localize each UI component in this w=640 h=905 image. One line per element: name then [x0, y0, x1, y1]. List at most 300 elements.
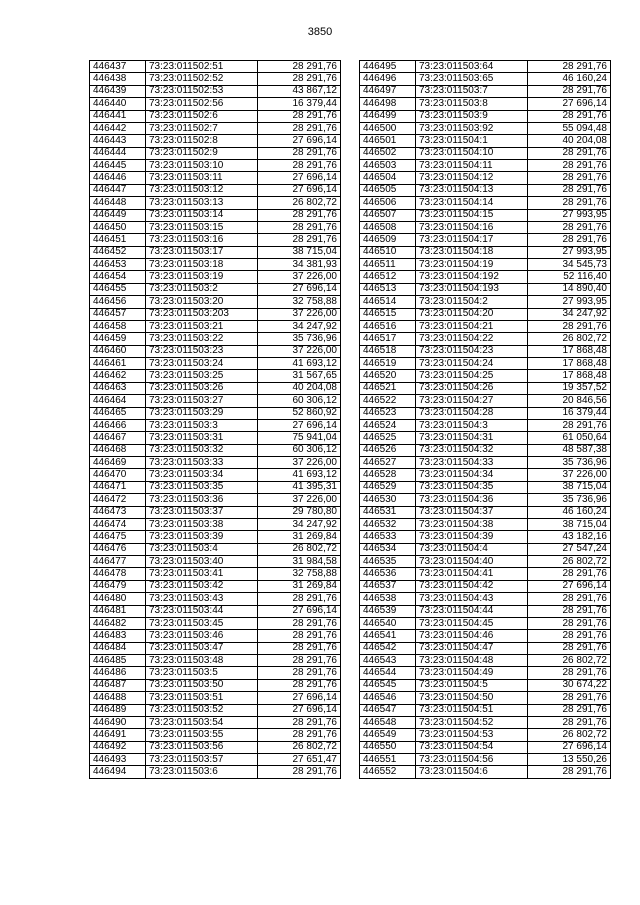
cadastral-number-cell: 73:23:011503:10 — [146, 160, 258, 172]
cadastral-number-cell: 73:23:011504:4 — [416, 543, 528, 555]
cadastral-value-cell: 19 357,52 — [528, 382, 611, 394]
table-row — [90, 184, 341, 196]
record-number-cell: 446440 — [90, 98, 146, 110]
cadastral-number-cell: 73:23:011504:41 — [416, 568, 528, 580]
record-number-cell: 446477 — [90, 556, 146, 568]
record-number-cell: 446481 — [90, 605, 146, 617]
record-number-cell: 446442 — [90, 122, 146, 134]
record-number-cell: 446543 — [360, 655, 416, 667]
cadastral-number-cell: 73:23:011504:49 — [416, 667, 528, 679]
table-row — [90, 395, 341, 407]
table-row — [360, 580, 611, 592]
table-row — [360, 358, 611, 370]
cadastral-number-cell: 73:23:011504:27 — [416, 395, 528, 407]
table-row — [90, 308, 341, 320]
table-row — [90, 766, 341, 778]
table-row — [360, 296, 611, 308]
record-number-cell: 446461 — [90, 358, 146, 370]
cadastral-value-cell: 16 379,44 — [258, 98, 341, 110]
cadastral-value-cell: 31 984,58 — [258, 556, 341, 568]
table-row — [360, 98, 611, 110]
table-row — [90, 246, 341, 258]
cadastral-value-cell: 34 247,92 — [528, 308, 611, 320]
record-number-cell: 446536 — [360, 568, 416, 580]
cadastral-number-cell: 73:23:011504:15 — [416, 209, 528, 221]
record-number-cell: 446538 — [360, 593, 416, 605]
cadastral-number-cell: 73:23:011503:8 — [416, 98, 528, 110]
record-number-cell: 446551 — [360, 754, 416, 766]
table-row — [90, 716, 341, 728]
record-number-cell: 446515 — [360, 308, 416, 320]
cadastral-number-cell: 73:23:011503:48 — [146, 655, 258, 667]
cadastral-number-cell: 73:23:011504:48 — [416, 655, 528, 667]
table-row — [90, 679, 341, 691]
cadastral-number-cell: 73:23:011503:203 — [146, 308, 258, 320]
record-number-cell: 446548 — [360, 716, 416, 728]
cadastral-number-cell: 73:23:011503:40 — [146, 556, 258, 568]
cadastral-value-cell: 34 545,73 — [528, 259, 611, 271]
table-row — [90, 370, 341, 382]
record-number-cell: 446485 — [90, 655, 146, 667]
cadastral-number-cell: 73:23:011503:34 — [146, 469, 258, 481]
record-number-cell: 446526 — [360, 444, 416, 456]
cadastral-number-cell: 73:23:011504:31 — [416, 432, 528, 444]
table-row — [360, 444, 611, 456]
record-number-cell: 446506 — [360, 197, 416, 209]
cadastral-value-cell: 28 291,76 — [528, 147, 611, 159]
table-row — [90, 122, 341, 134]
record-number-cell: 446492 — [90, 741, 146, 753]
record-number-cell: 446527 — [360, 457, 416, 469]
table-row — [90, 444, 341, 456]
cadastral-value-cell: 41 693,12 — [258, 358, 341, 370]
table-row — [360, 531, 611, 543]
cadastral-number-cell: 73:23:011504:53 — [416, 729, 528, 741]
record-number-cell: 446549 — [360, 729, 416, 741]
table-row — [360, 469, 611, 481]
record-number-cell: 446533 — [360, 531, 416, 543]
cadastral-number-cell: 73:23:011503:2 — [146, 283, 258, 295]
cadastral-value-cell: 75 941,04 — [258, 432, 341, 444]
record-number-cell: 446471 — [90, 481, 146, 493]
cadastral-number-cell: 73:23:011503:65 — [416, 73, 528, 85]
cadastral-value-cell: 28 291,76 — [258, 593, 341, 605]
cadastral-number-cell: 73:23:011504:6 — [416, 766, 528, 778]
record-number-cell: 446537 — [360, 580, 416, 592]
cadastral-value-cell: 28 291,76 — [528, 172, 611, 184]
record-number-cell: 446480 — [90, 593, 146, 605]
cadastral-number-cell: 73:23:011504:16 — [416, 221, 528, 233]
cadastral-value-cell: 37 226,00 — [528, 469, 611, 481]
cadastral-number-cell: 73:23:011504:39 — [416, 531, 528, 543]
cadastral-value-cell: 27 993,95 — [528, 246, 611, 258]
cadastral-value-cell: 32 758,88 — [258, 568, 341, 580]
cadastral-value-cell: 28 291,76 — [528, 630, 611, 642]
table-row — [360, 506, 611, 518]
table-row — [90, 704, 341, 716]
table-row — [90, 580, 341, 592]
table-body-right — [360, 61, 611, 779]
table-row — [90, 481, 341, 493]
cadastral-number-cell: 73:23:011504:37 — [416, 506, 528, 518]
cadastral-value-cell: 28 291,76 — [258, 642, 341, 654]
record-number-cell: 446522 — [360, 395, 416, 407]
record-number-cell: 446541 — [360, 630, 416, 642]
record-number-cell: 446452 — [90, 246, 146, 258]
record-number-cell: 446546 — [360, 692, 416, 704]
table-row — [90, 296, 341, 308]
cadastral-number-cell: 73:23:011503:92 — [416, 122, 528, 134]
record-number-cell: 446507 — [360, 209, 416, 221]
table-row — [360, 234, 611, 246]
cadastral-table-left — [89, 60, 341, 779]
cadastral-value-cell: 61 050,64 — [528, 432, 611, 444]
table-row — [90, 221, 341, 233]
cadastral-number-cell: 73:23:011503:37 — [146, 506, 258, 518]
record-number-cell: 446441 — [90, 110, 146, 122]
record-number-cell: 446525 — [360, 432, 416, 444]
record-number-cell: 446520 — [360, 370, 416, 382]
cadastral-value-cell: 31 269,84 — [258, 580, 341, 592]
record-number-cell: 446472 — [90, 494, 146, 506]
record-number-cell: 446531 — [360, 506, 416, 518]
record-number-cell: 446438 — [90, 73, 146, 85]
table-row — [360, 122, 611, 134]
cadastral-number-cell: 73:23:011502:7 — [146, 122, 258, 134]
cadastral-value-cell: 28 291,76 — [258, 73, 341, 85]
table-row — [90, 85, 341, 97]
cadastral-number-cell: 73:23:011502:6 — [146, 110, 258, 122]
record-number-cell: 446500 — [360, 122, 416, 134]
cadastral-number-cell: 73:23:011504:25 — [416, 370, 528, 382]
cadastral-value-cell: 28 291,76 — [258, 61, 341, 73]
cadastral-number-cell: 73:23:011503:18 — [146, 259, 258, 271]
record-number-cell: 446540 — [360, 617, 416, 629]
cadastral-number-cell: 73:23:011504:14 — [416, 197, 528, 209]
cadastral-number-cell: 73:23:011503:5 — [146, 667, 258, 679]
record-number-cell: 446487 — [90, 679, 146, 691]
table-row — [360, 518, 611, 530]
table-row — [360, 209, 611, 221]
cadastral-number-cell: 73:23:011504:45 — [416, 617, 528, 629]
table-row — [90, 283, 341, 295]
table-row — [90, 506, 341, 518]
cadastral-value-cell: 27 696,14 — [258, 704, 341, 716]
record-number-cell: 446483 — [90, 630, 146, 642]
cadastral-value-cell: 28 291,76 — [528, 320, 611, 332]
record-number-cell: 446511 — [360, 259, 416, 271]
cadastral-value-cell: 27 696,14 — [258, 605, 341, 617]
table-row — [90, 432, 341, 444]
cadastral-value-cell: 31 567,65 — [258, 370, 341, 382]
cadastral-value-cell: 13 550,26 — [528, 754, 611, 766]
record-number-cell: 446504 — [360, 172, 416, 184]
cadastral-number-cell: 73:23:011504:22 — [416, 333, 528, 345]
table-row — [360, 679, 611, 691]
record-number-cell: 446494 — [90, 766, 146, 778]
record-number-cell: 446444 — [90, 147, 146, 159]
cadastral-value-cell: 26 802,72 — [528, 333, 611, 345]
cadastral-value-cell: 60 306,12 — [258, 395, 341, 407]
cadastral-value-cell: 28 291,76 — [528, 419, 611, 431]
cadastral-number-cell: 73:23:011504:5 — [416, 679, 528, 691]
table-row — [360, 85, 611, 97]
record-number-cell: 446486 — [90, 667, 146, 679]
cadastral-number-cell: 73:23:011504:52 — [416, 716, 528, 728]
record-number-cell: 446495 — [360, 61, 416, 73]
table-row — [360, 382, 611, 394]
cadastral-number-cell: 73:23:011504:40 — [416, 556, 528, 568]
cadastral-value-cell: 32 758,88 — [258, 296, 341, 308]
record-number-cell: 446513 — [360, 283, 416, 295]
record-number-cell: 446503 — [360, 160, 416, 172]
cadastral-value-cell: 28 291,76 — [528, 160, 611, 172]
table-row — [360, 704, 611, 716]
table-row — [360, 494, 611, 506]
cadastral-number-cell: 73:23:011504:33 — [416, 457, 528, 469]
cadastral-value-cell: 27 696,14 — [528, 741, 611, 753]
record-number-cell: 446508 — [360, 221, 416, 233]
table-row — [90, 729, 341, 741]
table-body-left — [90, 61, 341, 779]
table-row — [360, 667, 611, 679]
cadastral-number-cell: 73:23:011503:26 — [146, 382, 258, 394]
cadastral-value-cell: 27 696,14 — [528, 98, 611, 110]
table-row — [360, 395, 611, 407]
table-row — [360, 370, 611, 382]
record-number-cell: 446519 — [360, 358, 416, 370]
record-number-cell: 446455 — [90, 283, 146, 295]
cadastral-number-cell: 73:23:011504:34 — [416, 469, 528, 481]
record-number-cell: 446460 — [90, 345, 146, 357]
cadastral-number-cell: 73:23:011503:9 — [416, 110, 528, 122]
record-number-cell: 446493 — [90, 754, 146, 766]
table-row — [90, 98, 341, 110]
cadastral-value-cell: 43 182,16 — [528, 531, 611, 543]
cadastral-value-cell: 28 291,76 — [258, 110, 341, 122]
cadastral-value-cell: 28 291,76 — [528, 704, 611, 716]
cadastral-value-cell: 28 291,76 — [528, 617, 611, 629]
cadastral-value-cell: 27 696,14 — [258, 184, 341, 196]
cadastral-value-cell: 28 291,76 — [528, 605, 611, 617]
table-row — [360, 160, 611, 172]
cadastral-number-cell: 73:23:011504:3 — [416, 419, 528, 431]
table-row — [90, 593, 341, 605]
cadastral-number-cell: 73:23:011503:38 — [146, 518, 258, 530]
cadastral-value-cell: 27 651,47 — [258, 754, 341, 766]
table-row — [360, 754, 611, 766]
cadastral-number-cell: 73:23:011503:47 — [146, 642, 258, 654]
table-row — [90, 147, 341, 159]
table-row — [90, 271, 341, 283]
cadastral-value-cell: 28 291,76 — [528, 197, 611, 209]
table-row — [90, 172, 341, 184]
cadastral-number-cell: 73:23:011504:44 — [416, 605, 528, 617]
table-row — [90, 345, 341, 357]
table-row — [360, 556, 611, 568]
record-number-cell: 446498 — [360, 98, 416, 110]
cadastral-value-cell: 28 291,76 — [528, 593, 611, 605]
record-number-cell: 446448 — [90, 197, 146, 209]
table-row — [90, 419, 341, 431]
cadastral-value-cell: 28 291,76 — [258, 209, 341, 221]
cadastral-number-cell: 73:23:011503:36 — [146, 494, 258, 506]
cadastral-number-cell: 73:23:011504:46 — [416, 630, 528, 642]
cadastral-number-cell: 73:23:011502:56 — [146, 98, 258, 110]
cadastral-value-cell: 28 291,76 — [258, 766, 341, 778]
cadastral-number-cell: 73:23:011503:25 — [146, 370, 258, 382]
record-number-cell: 446505 — [360, 184, 416, 196]
record-number-cell: 446484 — [90, 642, 146, 654]
cadastral-value-cell: 28 291,76 — [528, 642, 611, 654]
cadastral-value-cell: 26 802,72 — [528, 556, 611, 568]
cadastral-value-cell: 37 226,00 — [258, 345, 341, 357]
record-number-cell: 446457 — [90, 308, 146, 320]
cadastral-number-cell: 73:23:011503:41 — [146, 568, 258, 580]
cadastral-number-cell: 73:23:011503:42 — [146, 580, 258, 592]
table-row — [90, 617, 341, 629]
cadastral-value-cell: 28 291,76 — [528, 692, 611, 704]
table-row — [360, 481, 611, 493]
table-row — [360, 61, 611, 73]
cadastral-value-cell: 28 291,76 — [528, 667, 611, 679]
cadastral-number-cell: 73:23:011503:52 — [146, 704, 258, 716]
record-number-cell: 446463 — [90, 382, 146, 394]
record-number-cell: 446528 — [360, 469, 416, 481]
record-number-cell: 446454 — [90, 271, 146, 283]
cadastral-number-cell: 73:23:011503:33 — [146, 457, 258, 469]
table-row — [360, 766, 611, 778]
record-number-cell: 446449 — [90, 209, 146, 221]
record-number-cell: 446476 — [90, 543, 146, 555]
record-number-cell: 446521 — [360, 382, 416, 394]
cadastral-number-cell: 73:23:011503:13 — [146, 197, 258, 209]
cadastral-value-cell: 35 736,96 — [258, 333, 341, 345]
cadastral-value-cell: 28 291,76 — [528, 568, 611, 580]
cadastral-value-cell: 27 696,14 — [258, 135, 341, 147]
cadastral-number-cell: 73:23:011504:2 — [416, 296, 528, 308]
table-row — [360, 655, 611, 667]
cadastral-value-cell: 17 868,48 — [528, 370, 611, 382]
table-row — [360, 308, 611, 320]
cadastral-number-cell: 73:23:011504:50 — [416, 692, 528, 704]
cadastral-value-cell: 28 291,76 — [258, 617, 341, 629]
cadastral-value-cell: 55 094,48 — [528, 122, 611, 134]
cadastral-value-cell: 26 802,72 — [258, 543, 341, 555]
cadastral-value-cell: 35 736,96 — [528, 457, 611, 469]
table-row — [90, 61, 341, 73]
record-number-cell: 446501 — [360, 135, 416, 147]
record-number-cell: 446512 — [360, 271, 416, 283]
cadastral-value-cell: 28 291,76 — [528, 110, 611, 122]
cadastral-number-cell: 73:23:011504:21 — [416, 320, 528, 332]
table-row — [90, 382, 341, 394]
record-number-cell: 446497 — [360, 85, 416, 97]
cadastral-number-cell: 73:23:011503:24 — [146, 358, 258, 370]
table-row — [90, 209, 341, 221]
cadastral-number-cell: 73:23:011504:47 — [416, 642, 528, 654]
table-row — [360, 259, 611, 271]
cadastral-number-cell: 73:23:011504:20 — [416, 308, 528, 320]
cadastral-value-cell: 43 867,12 — [258, 85, 341, 97]
record-number-cell: 446445 — [90, 160, 146, 172]
table-row — [90, 518, 341, 530]
table-row — [90, 320, 341, 332]
cadastral-number-cell: 73:23:011502:8 — [146, 135, 258, 147]
record-number-cell: 446510 — [360, 246, 416, 258]
cadastral-number-cell: 73:23:011503:4 — [146, 543, 258, 555]
cadastral-value-cell: 28 291,76 — [528, 234, 611, 246]
cadastral-number-cell: 73:23:011504:1 — [416, 135, 528, 147]
table-row — [360, 246, 611, 258]
cadastral-value-cell: 28 291,76 — [258, 160, 341, 172]
cadastral-value-cell: 34 247,92 — [258, 518, 341, 530]
table-row — [90, 197, 341, 209]
cadastral-number-cell: 73:23:011503:35 — [146, 481, 258, 493]
cadastral-value-cell: 60 306,12 — [258, 444, 341, 456]
table-row — [360, 617, 611, 629]
cadastral-number-cell: 73:23:011504:36 — [416, 494, 528, 506]
table-row — [360, 110, 611, 122]
cadastral-value-cell: 20 846,56 — [528, 395, 611, 407]
cadastral-value-cell: 34 247,92 — [258, 320, 341, 332]
cadastral-number-cell: 73:23:011504:42 — [416, 580, 528, 592]
record-number-cell: 446469 — [90, 457, 146, 469]
cadastral-number-cell: 73:23:011504:32 — [416, 444, 528, 456]
table-row — [360, 147, 611, 159]
record-number-cell: 446509 — [360, 234, 416, 246]
cadastral-number-cell: 73:23:011503:14 — [146, 209, 258, 221]
cadastral-value-cell: 46 160,24 — [528, 73, 611, 85]
cadastral-value-cell: 37 226,00 — [258, 271, 341, 283]
table-row — [90, 73, 341, 85]
record-number-cell: 446532 — [360, 518, 416, 530]
table-row — [360, 457, 611, 469]
cadastral-number-cell: 73:23:011503:17 — [146, 246, 258, 258]
table-row — [360, 135, 611, 147]
cadastral-number-cell: 73:23:011503:6 — [146, 766, 258, 778]
cadastral-number-cell: 73:23:011502:51 — [146, 61, 258, 73]
cadastral-number-cell: 73:23:011504:11 — [416, 160, 528, 172]
table-row — [360, 345, 611, 357]
table-row — [360, 692, 611, 704]
cadastral-number-cell: 73:23:011504:35 — [416, 481, 528, 493]
cadastral-number-cell: 73:23:011503:45 — [146, 617, 258, 629]
cadastral-value-cell: 34 381,93 — [258, 259, 341, 271]
table-row — [90, 741, 341, 753]
cadastral-value-cell: 26 802,72 — [258, 197, 341, 209]
cadastral-value-cell: 27 993,95 — [528, 296, 611, 308]
cadastral-number-cell: 73:23:011503:55 — [146, 729, 258, 741]
record-number-cell: 446496 — [360, 73, 416, 85]
cadastral-value-cell: 41 395,31 — [258, 481, 341, 493]
record-number-cell: 446478 — [90, 568, 146, 580]
table-row — [90, 655, 341, 667]
cadastral-value-cell: 28 291,76 — [258, 147, 341, 159]
table-row — [90, 543, 341, 555]
table-row — [360, 172, 611, 184]
cadastral-number-cell: 73:23:011504:193 — [416, 283, 528, 295]
record-number-cell: 446459 — [90, 333, 146, 345]
cadastral-number-cell: 73:23:011504:23 — [416, 345, 528, 357]
record-number-cell: 446499 — [360, 110, 416, 122]
cadastral-value-cell: 41 693,12 — [258, 469, 341, 481]
cadastral-number-cell: 73:23:011503:21 — [146, 320, 258, 332]
cadastral-table-right — [359, 60, 611, 779]
cadastral-value-cell: 16 379,44 — [528, 407, 611, 419]
cadastral-value-cell: 28 291,76 — [258, 667, 341, 679]
record-number-cell: 446475 — [90, 531, 146, 543]
